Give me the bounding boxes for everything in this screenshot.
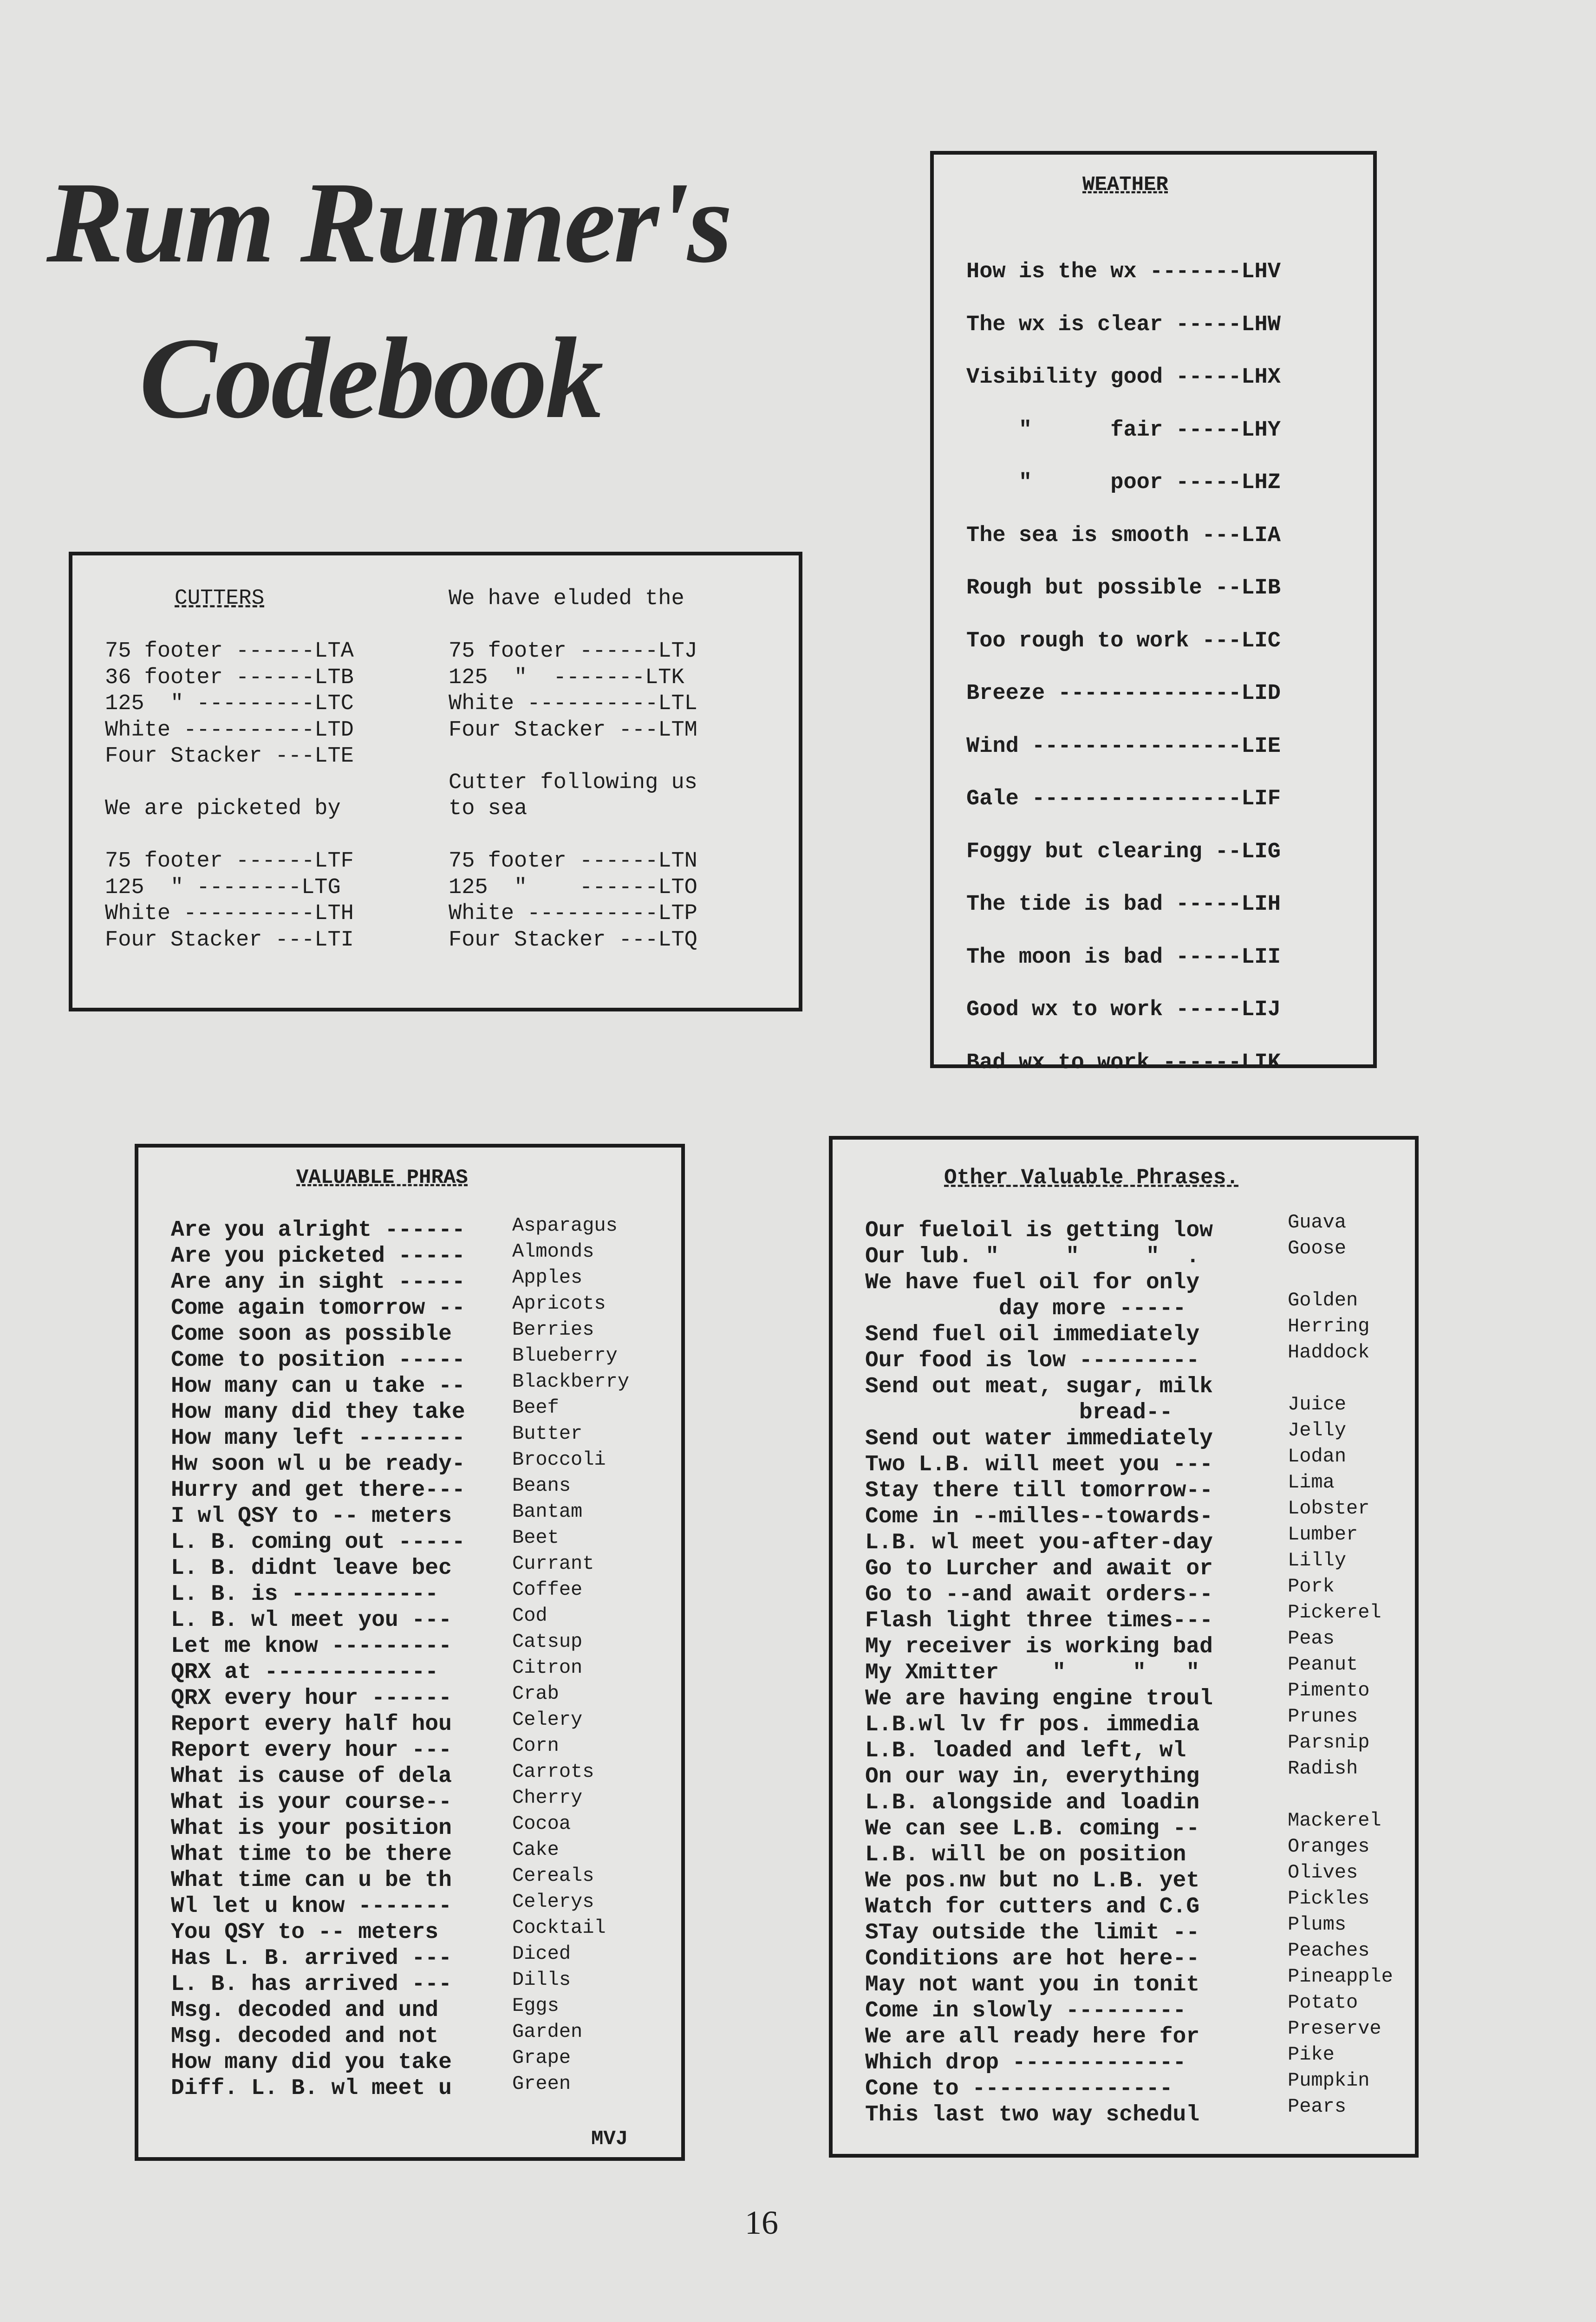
valuable-code-word: Broccoli xyxy=(512,1448,606,1471)
weather-line: The wx is clear -----LHW xyxy=(966,312,1281,337)
valuable-code-word: Cocoa xyxy=(512,1813,571,1835)
cutters-left-line: Four Stacker ---LTE xyxy=(105,744,354,769)
cutters-right-line: White ----------LTP xyxy=(449,901,697,926)
cutters-left-line xyxy=(105,822,430,849)
weather-box xyxy=(930,151,1377,1075)
valuable-code-word: Beans xyxy=(512,1474,571,1497)
valuable-initials: MVJ xyxy=(591,2127,628,2151)
weather-line: The tide is bad -----LIH xyxy=(966,892,1281,917)
valuable-phrase: Report every half hou xyxy=(171,1712,452,1737)
valuable-code-word: Apples xyxy=(512,1266,583,1289)
other-code-word: Potato xyxy=(1288,1991,1358,2014)
other-phrase: Watch for cutters and C.G xyxy=(865,1894,1200,1919)
other-code-word: Golden xyxy=(1288,1289,1358,1311)
cutters-right-column xyxy=(449,586,774,953)
other-code-word xyxy=(1288,1781,1413,1807)
other-code-word: Peaches xyxy=(1288,1939,1370,1962)
other-phrase-column xyxy=(865,1218,1274,2128)
valuable-heading: VALUABLE PHRAS xyxy=(296,1166,468,1189)
cutters-left-line xyxy=(105,586,430,613)
title-line-2: Codebook xyxy=(139,314,602,443)
other-phrase: My Xmitter " " " xyxy=(865,1660,1200,1685)
weather-heading: WEATHER xyxy=(1082,173,1168,196)
other-code-word: Lumber xyxy=(1288,1523,1358,1546)
cutters-left-line: 125 " ---------LTC xyxy=(105,691,354,716)
valuable-code-word: Bantam xyxy=(512,1500,583,1523)
other-code-word: Pears xyxy=(1288,2095,1347,2118)
valuable-phrase: What time to be there xyxy=(171,1842,452,1867)
other-code-word: Lima xyxy=(1288,1471,1335,1494)
other-phrase: STay outside the limit -- xyxy=(865,1920,1200,1945)
other-code-word: Mackerel xyxy=(1288,1809,1381,1832)
other-code-word: Lilly xyxy=(1288,1549,1347,1572)
title-line-1: Rum Runner's xyxy=(46,158,731,287)
other-code-word: Radish xyxy=(1288,1757,1358,1780)
valuable-code-word: Citron xyxy=(512,1657,583,1679)
valuable-code-column xyxy=(512,1213,670,2097)
other-code-word: Pickles xyxy=(1288,1887,1370,1910)
other-code-word: Goose xyxy=(1288,1237,1347,1259)
weather-line: " fair -----LHY xyxy=(966,417,1281,443)
other-phrase: On our way in, everything xyxy=(865,1764,1200,1789)
cutters-right-line: 75 footer ------LTJ xyxy=(449,639,697,664)
other-code-word: Lodan xyxy=(1288,1445,1347,1468)
cutters-left-line: 36 footer ------LTB xyxy=(105,665,354,690)
valuable-code-word: Blueberry xyxy=(512,1344,618,1367)
valuable-code-word: Asparagus xyxy=(512,1214,618,1237)
other-phrase: May not want you in tonit xyxy=(865,1972,1200,1997)
valuable-code-word: Almonds xyxy=(512,1240,594,1263)
other-phrase: L.B. wl meet you-after-day xyxy=(865,1530,1213,1555)
cutters-left-line: 75 footer ------LTF xyxy=(105,849,354,874)
cutters-right-line: White ----------LTL xyxy=(449,691,697,716)
cutters-left-line: We are picketed by xyxy=(105,796,341,821)
other-phrase: Our food is low --------- xyxy=(865,1348,1200,1373)
valuable-phrase: Msg. decoded and not xyxy=(171,2024,439,2049)
valuable-phrase: Msg. decoded and und xyxy=(171,1998,439,2023)
valuable-phrase-column xyxy=(171,1217,508,2101)
weather-line: Good wx to work -----LIJ xyxy=(966,998,1281,1022)
other-phrase: Our fueloil is getting low xyxy=(865,1218,1213,1243)
valuable-code-word: Celery xyxy=(512,1709,583,1731)
other-phrase: Come in slowly --------- xyxy=(865,1998,1186,2023)
other-code-word: Prunes xyxy=(1288,1705,1358,1728)
weather-line: The sea is smooth ---LIA xyxy=(966,523,1281,548)
cutters-left-line: White ----------LTH xyxy=(105,901,354,926)
other-code-word: Pork xyxy=(1288,1575,1335,1598)
valuable-phrase: How many did they take xyxy=(171,1400,465,1425)
valuable-phrase: Report every hour --- xyxy=(171,1738,452,1763)
valuable-code-word: Diced xyxy=(512,1943,571,1965)
other-phrase: We have fuel oil for only xyxy=(865,1270,1200,1295)
weather-line: Visibility good -----LHX xyxy=(966,365,1281,390)
valuable-phrase: L. B. didnt leave bec xyxy=(171,1556,452,1581)
valuable-phrase: QRX every hour ------ xyxy=(171,1686,452,1711)
valuable-phrases-box xyxy=(135,1144,685,2161)
valuable-phrase: L. B. is ----------- xyxy=(171,1582,439,1607)
cutters-left-line xyxy=(105,613,430,639)
cutters-box xyxy=(69,552,802,1011)
valuable-phrase: Hurry and get there--- xyxy=(171,1478,465,1503)
valuable-code-word: Cereals xyxy=(512,1865,594,1887)
valuable-code-word: Celerys xyxy=(512,1891,594,1913)
valuable-code-word: Berries xyxy=(512,1318,594,1341)
valuable-code-word: Apricots xyxy=(512,1292,606,1315)
other-code-word: Lobster xyxy=(1288,1497,1370,1520)
valuable-code-word: Currant xyxy=(512,1552,594,1575)
other-code-word: Peas xyxy=(1288,1627,1335,1650)
weather-line: Wind ----------------LIE xyxy=(966,734,1281,759)
other-code-word: Plums xyxy=(1288,1913,1347,1936)
valuable-phrase: Are you picketed ----- xyxy=(171,1244,465,1269)
other-phrase: Go to --and await orders-- xyxy=(865,1582,1213,1607)
other-code-word: Herring xyxy=(1288,1315,1370,1337)
cutters-left-line xyxy=(105,770,430,796)
valuable-phrase: Has L. B. arrived --- xyxy=(171,1946,452,1971)
weather-line: The moon is bad -----LII xyxy=(966,945,1281,970)
cutters-left-line: 75 footer ------LTA xyxy=(105,639,354,664)
valuable-code-word: Blackberry xyxy=(512,1370,630,1393)
valuable-phrase: You QSY to -- meters xyxy=(171,1920,439,1945)
other-phrase: Two L.B. will meet you --- xyxy=(865,1452,1213,1477)
other-code-word: Olives xyxy=(1288,1861,1358,1884)
weather-list xyxy=(966,246,1361,1089)
valuable-code-word: Corn xyxy=(512,1735,559,1757)
cutters-right-line: to sea xyxy=(449,796,528,821)
valuable-code-word: Crab xyxy=(512,1683,559,1705)
other-phrases-box xyxy=(829,1136,1419,2158)
other-phrase: Which drop ------------- xyxy=(865,2050,1186,2075)
valuable-phrase: Come again tomorrow -- xyxy=(171,1296,465,1321)
valuable-phrase: L. B. wl meet you --- xyxy=(171,1608,452,1633)
cutters-right-line: Four Stacker ---LTM xyxy=(449,717,697,743)
other-phrase: day more ----- xyxy=(865,1296,1186,1321)
valuable-phrase: Hw soon wl u be ready- xyxy=(171,1452,465,1477)
valuable-code-word: Beef xyxy=(512,1396,559,1419)
other-phrase: We are all ready here for xyxy=(865,2024,1200,2049)
cutters-left-line: White ----------LTD xyxy=(105,717,354,743)
other-phrase: Cone to --------------- xyxy=(865,2076,1173,2101)
valuable-phrase: L. B. coming out ----- xyxy=(171,1530,465,1555)
valuable-phrase: What time can u be th xyxy=(171,1868,452,1893)
valuable-code-word: Grape xyxy=(512,2047,571,2069)
valuable-phrase: Are you alright ------ xyxy=(171,1218,465,1243)
valuable-phrase: What is your position xyxy=(171,1816,452,1841)
cutters-left-column xyxy=(105,586,430,953)
valuable-phrase: Come soon as possible xyxy=(171,1322,452,1347)
valuable-phrase: QRX at ------------- xyxy=(171,1660,439,1685)
valuable-code-word: Cod xyxy=(512,1605,547,1627)
valuable-phrase: Are any in sight ----- xyxy=(171,1270,465,1295)
valuable-phrase: How many can u take -- xyxy=(171,1374,465,1399)
other-phrase: Come in --milles--towards- xyxy=(865,1504,1213,1529)
valuable-code-word: Eggs xyxy=(512,1995,559,2017)
valuable-code-word: Beet xyxy=(512,1526,559,1549)
valuable-code-word: Cake xyxy=(512,1839,559,1861)
cutters-right-line: 125 " -------LTK xyxy=(449,665,684,690)
other-phrase: We pos.nw but no L.B. yet xyxy=(865,1868,1200,1893)
other-phrase: Send fuel oil immediately xyxy=(865,1322,1200,1347)
other-phrase: We can see L.B. coming -- xyxy=(865,1816,1200,1841)
valuable-phrase: Diff. L. B. wl meet u xyxy=(171,2076,452,2101)
weather-line: " poor -----LHZ xyxy=(966,470,1281,495)
other-code-word xyxy=(1288,1365,1413,1391)
other-heading: Other Valuable Phrases. xyxy=(944,1166,1239,1190)
other-code-word: Guava xyxy=(1288,1211,1347,1233)
other-code-word: Haddock xyxy=(1288,1341,1370,1363)
cutters-right-line: Four Stacker ---LTQ xyxy=(449,927,697,952)
other-code-word xyxy=(1288,1261,1413,1287)
other-code-word: Juice xyxy=(1288,1393,1347,1415)
other-code-word: Pike xyxy=(1288,2043,1335,2066)
other-phrase: Go to Lurcher and await or xyxy=(865,1556,1213,1581)
cutters-right-line xyxy=(449,613,774,639)
valuable-code-word: Dills xyxy=(512,1969,571,1991)
other-phrase: Our lub. " " " . xyxy=(865,1244,1200,1269)
other-phrase: We are having engine troul xyxy=(865,1686,1213,1711)
cutters-right-line: Cutter following us xyxy=(449,770,697,795)
valuable-phrase: How many did you take xyxy=(171,2050,452,2075)
cutters-right-line: 75 footer ------LTN xyxy=(449,849,697,874)
valuable-code-word: Garden xyxy=(512,2021,583,2043)
other-code-word: Oranges xyxy=(1288,1835,1370,1858)
valuable-code-word: Coffee xyxy=(512,1578,583,1601)
other-phrase: L.B. will be on position xyxy=(865,1842,1186,1867)
other-code-word: Pimento xyxy=(1288,1679,1370,1702)
other-code-word: Jelly xyxy=(1288,1419,1347,1441)
weather-line: Foggy but clearing --LIG xyxy=(966,839,1281,864)
other-phrase: L.B.wl lv fr pos. immedia xyxy=(865,1712,1200,1737)
weather-line: Rough but possible --LIB xyxy=(966,576,1281,600)
valuable-phrase: Come to position ----- xyxy=(171,1348,465,1373)
other-phrase: Send out meat, sugar, milk xyxy=(865,1374,1213,1399)
valuable-phrase: What is cause of dela xyxy=(171,1764,452,1789)
valuable-code-word: Green xyxy=(512,2073,571,2095)
valuable-code-word: Catsup xyxy=(512,1631,583,1653)
valuable-phrase: L. B. has arrived --- xyxy=(171,1972,452,1997)
other-phrase: bread-- xyxy=(865,1400,1173,1425)
cutters-left-line: 125 " --------LTG xyxy=(105,875,341,900)
valuable-phrase: Let me know --------- xyxy=(171,1634,452,1659)
cutters-right-line: 125 " ------LTO xyxy=(449,875,697,900)
other-code-word: Pineapple xyxy=(1288,1965,1393,1988)
valuable-code-word: Cocktail xyxy=(512,1917,606,1939)
weather-line: Too rough to work ---LIC xyxy=(966,628,1281,653)
other-code-column xyxy=(1288,1209,1413,2120)
other-phrase: Stay there till tomorrow-- xyxy=(865,1478,1213,1503)
cutters-right-line: We have eluded the xyxy=(449,587,684,611)
other-code-word: Preserve xyxy=(1288,2017,1381,2040)
other-phrase: Send out water immediately xyxy=(865,1426,1213,1451)
other-phrase: L.B. loaded and left, wl xyxy=(865,1738,1186,1763)
other-code-word: Parsnip xyxy=(1288,1731,1370,1754)
page-number: 16 xyxy=(745,2204,778,2241)
valuable-phrase: What is your course-- xyxy=(171,1790,452,1815)
valuable-phrase: I wl QSY to -- meters xyxy=(171,1504,452,1529)
valuable-code-word: Butter xyxy=(512,1422,583,1445)
cutters-right-line xyxy=(449,744,774,770)
cutters-left-line: Four Stacker ---LTI xyxy=(105,927,354,952)
other-code-word: Pickerel xyxy=(1288,1601,1381,1624)
weather-line: How is the wx -------LHV xyxy=(966,260,1281,284)
weather-line: Bad wx to work ------LIK xyxy=(966,1050,1281,1075)
other-code-word: Pumpkin xyxy=(1288,2069,1370,2092)
valuable-phrase: How many left -------- xyxy=(171,1426,465,1451)
other-phrase: My receiver is working bad xyxy=(865,1634,1213,1659)
valuable-code-word: Cherry xyxy=(512,1787,583,1809)
cutters-right-line xyxy=(449,822,774,849)
weather-line: Breeze --------------LID xyxy=(966,681,1281,706)
cutters-heading: CUTTERS xyxy=(175,586,265,610)
other-code-word: Peanut xyxy=(1288,1653,1358,1676)
other-phrase: This last two way schedul xyxy=(865,2102,1200,2127)
valuable-code-word: Carrots xyxy=(512,1761,594,1783)
other-phrase: Conditions are hot here-- xyxy=(865,1946,1200,1971)
valuable-phrase: Wl let u know ------- xyxy=(171,1894,452,1919)
other-phrase: L.B. alongside and loadin xyxy=(865,1790,1200,1815)
weather-line: Gale ----------------LIF xyxy=(966,787,1281,811)
other-phrase: Flash light three times--- xyxy=(865,1608,1213,1633)
